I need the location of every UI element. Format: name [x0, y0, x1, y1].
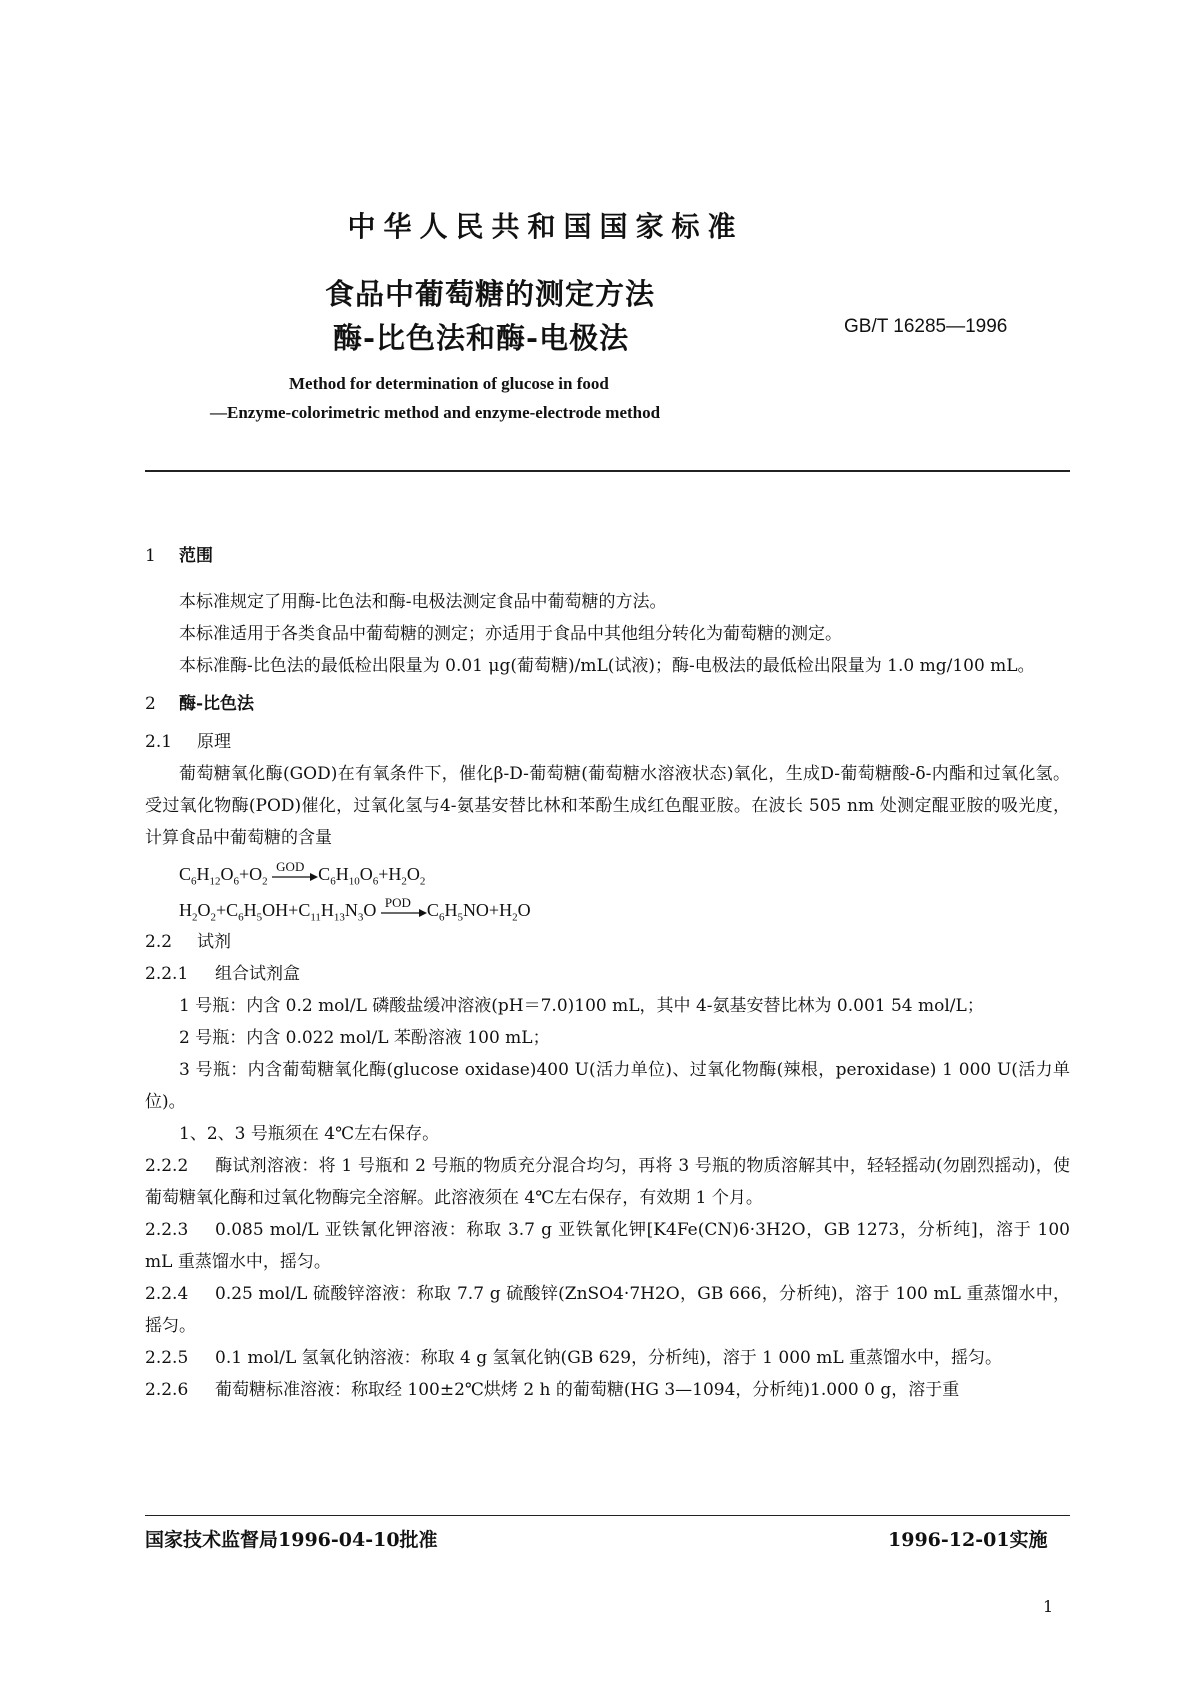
title-cn-line2: 酶-比色法和酶-电极法 — [333, 321, 630, 355]
page-number: 1 — [1043, 1597, 1054, 1616]
catalyst-label: GOD — [276, 858, 305, 874]
title-en-line1: Method for determination of glucose in food — [289, 374, 609, 393]
section-2-2-3: 2.2.3 0.085 mol/L 亚铁氰化钾溶液：称取 3.7 g 亚铁氰化钾[K4Fe(CN)6·3H2O，GB 1273，分析纯]，溶于 100 mL 重蒸馏水中，摇匀。 — [145, 1220, 1070, 1272]
catalyst-arrow — [381, 894, 427, 921]
header-divider — [145, 470, 1070, 472]
arrow-icon — [272, 873, 318, 881]
section-2-heading: 2 酶-比色法 — [145, 694, 255, 714]
approval-date: 国家技术监督局1996-04-10批准 — [145, 1529, 438, 1551]
section-2-2-heading: 2.2 试剂 — [145, 932, 231, 952]
section-2-2-4: 2.2.4 0.25 mol/L 硫酸锌溶液：称取 7.7 g 硫酸锌(ZnSO4·7H2O，GB 666，分析纯)，溶于 100 mL 重蒸馏水中，摇匀。 — [145, 1284, 1070, 1336]
bottle-3-text: 3 号瓶：内含葡萄糖氧化酶(glucose oxidase)400 U(活力单位)、过氧化物酶(辣根，peroxidase) 1 000 U(活力单位)。 — [145, 1060, 1070, 1112]
reaction-equation-1: $C_6H_{12}O_6+O_2$ GOD $C_6H_{10}O_6+H_2O_2$ — [145, 858, 1070, 890]
document-body — [145, 540, 1070, 1406]
reaction-equation-2: $H_2O_2+C_6H_5OH+C_{11}H_{13}N_3O$ POD $C_6H_5NO+H_2O$ — [145, 894, 1070, 926]
arrow-icon — [381, 909, 427, 917]
section-2-2-1-heading: 2.2.1 组合试剂盒 — [145, 964, 300, 984]
section-1-para-2: 本标准适用于各类食品中葡萄糖的测定；亦适用于食品中其他组分转化为葡萄糖的测定。 — [179, 624, 842, 644]
section-1-para-3: 本标准酶-比色法的最低检出限量为 0.01 μg(葡萄糖)/mL(试液)；酶-电极法的最低检出限量为 1.0 mg/100 mL。 — [179, 656, 1035, 676]
catalyst-label: POD — [384, 894, 411, 910]
section-2-2-6: 2.2.6 葡萄糖标准溶液：称取经 100±2℃烘烤 2 h 的葡萄糖(HG 3—1094，分析纯)1.000 0 g，溶于重 — [145, 1380, 960, 1400]
implementation-date: 1996-12-01实施 — [888, 1529, 1048, 1551]
section-2-1-heading: 2.1 原理 — [145, 732, 231, 752]
bottle-2-text: 2 号瓶：内含 0.022 mol/L 苯酚溶液 100 mL； — [179, 1028, 550, 1048]
section-2-2-2: 2.2.2 酶试剂溶液：将 1 号瓶和 2 号瓶的物质充分混合均匀，再将 3 号瓶的物质溶解其中，轻轻摇动(勿剧烈摇动)，使葡萄糖氧化酶和过氧化物酶完全溶解。此溶液须在 4℃左右保存，有效期 1 个月。 — [145, 1156, 1070, 1208]
section-2-2-5: 2.2.5 0.1 mol/L 氢氧化钠溶液：称取 4 g 氢氧化钠(GB 629，分析纯)，溶于 1 000 mL 重蒸馏水中，摇匀。 — [145, 1348, 1003, 1368]
section-1-heading: 1 范围 — [145, 546, 213, 566]
title-cn-line1: 食品中葡萄糖的测定方法 — [325, 277, 656, 311]
section-1-para-1: 本标准规定了用酶-比色法和酶-电极法测定食品中葡萄糖的方法。 — [179, 592, 667, 612]
storage-note: 1、2、3 号瓶须在 4℃左右保存。 — [179, 1124, 440, 1144]
title-en-line2: —Enzyme-colorimetric method and enzyme-electrode method — [210, 403, 661, 422]
section-2-1-text: 葡萄糖氧化酶(GOD)在有氧条件下，催化β-D-葡萄糖(葡萄糖水溶液状态)氧化，生成D-葡萄糖酸-δ-内酯和过氧化氢。受过氧化物酶(POD)催化，过氧化氢与4-氨基安替比林和苯酚生成红色醌亚胺。在波长 505 nm 处测定醌亚胺的吸光度，计算食品中葡萄糖的含量 — [145, 764, 1070, 848]
catalyst-arrow — [272, 858, 318, 885]
national-standard-heading: 中华人民共和国国家标准 — [347, 210, 744, 243]
bottle-1-text: 1 号瓶：内含 0.2 mol/L 磷酸盐缓冲溶液(pH＝7.0)100 mL，其中 4-氨基安替比林为 0.001 54 mol/L； — [179, 996, 984, 1016]
footer-divider — [145, 1515, 1070, 1516]
standard-number: GB/T 16285—1996 — [844, 316, 1008, 337]
